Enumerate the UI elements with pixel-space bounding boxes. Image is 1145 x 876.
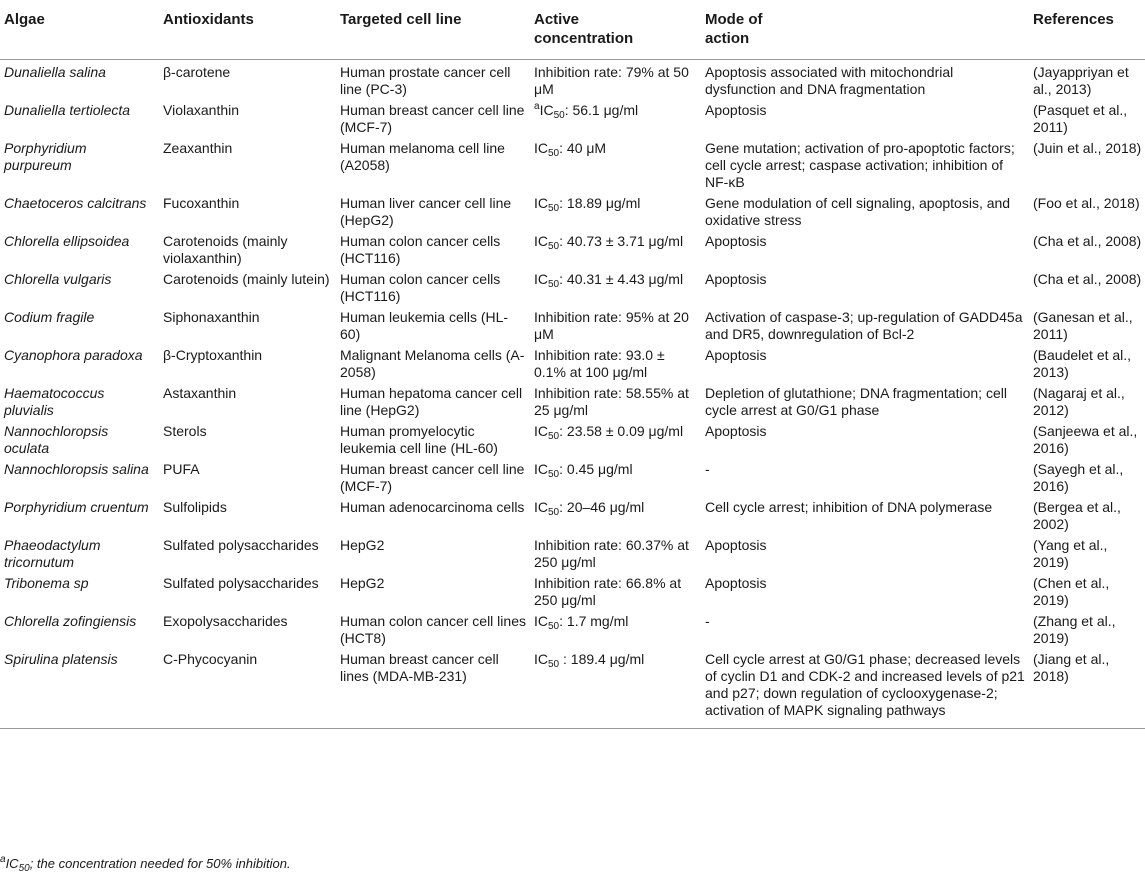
cell-targeted-cell-line: HepG2 [340, 537, 385, 553]
header-targeted-cell-line: Targeted cell line [336, 0, 530, 60]
cell-reference: (Chen et al., 2019) [1033, 575, 1110, 608]
cell-algae: Chlorella ellipsoidea [4, 233, 130, 249]
cell-antioxidant: Exopolysaccharides [163, 613, 288, 629]
cell-active-concentration [530, 419, 701, 457]
cell-mode-of-action: Cell cycle arrest at G0/G1 phase; decreased levels of cyclin D1 and CDK-2 and increased levels of p21 and p27; down regulation of cyclooxygenase-2; activation of MAPK signaling pathways [701, 647, 1029, 729]
cell-active-concentration [530, 98, 701, 136]
cell-targeted-cell-line: Human colon cancer cells (HCT116) [340, 271, 501, 304]
cell-mode-of-action: Gene mutation; activation of pro-apoptotic factors; cell cycle arrest; caspase activation; inhibition of NF-κB [705, 140, 1015, 190]
cell-antioxidant: Sulfated polysaccharides [163, 537, 319, 553]
cell-algae: Porphyridium cruentum [4, 499, 149, 515]
footnote-ic: IC [5, 856, 19, 871]
cell-targeted-cell-line: Human prostate cancer cell line (PC-3) [340, 64, 511, 97]
cell-algae: Chlorella zofingiensis [4, 613, 137, 629]
cell-antioxidant: Sterols [163, 423, 207, 439]
cell-targeted-cell-line: Human colon cancer cells (HCT116) [340, 233, 501, 266]
cell-mode-of-action: Activation of caspase-3; up-regulation of GADD45a and DR5, downregulation of Bcl-2 [705, 309, 1023, 342]
cell-reference: (Cha et al., 2008) [1033, 233, 1142, 249]
concentration-prefix: IC [534, 613, 548, 629]
cell-antioxidant: Astaxanthin [163, 385, 237, 401]
cell-antioxidant: PUFA [163, 461, 200, 477]
cell-targeted-cell-line: HepG2 [340, 575, 385, 591]
cell-mode-of-action: Apoptosis [705, 537, 767, 553]
cell-antioxidant: Siphonaxanthin [163, 309, 260, 325]
cell-active-concentration [530, 457, 701, 495]
cell-mode-of-action: Apoptosis [705, 271, 767, 287]
cell-targeted-cell-line: Human breast cancer cell line (MCF-7) [340, 102, 525, 135]
cell-targeted-cell-line: Human liver cancer cell line (HepG2) [340, 195, 512, 228]
cell-reference: (Ganesan et al., 2011) [1033, 309, 1133, 342]
concentration-value: Inhibition rate: 66.8% at 250 μg/ml [534, 575, 682, 608]
cell-reference: (Bergea et al., 2002) [1033, 499, 1121, 532]
cell-active-concentration [530, 571, 701, 609]
cell-algae: Dunaliella tertiolecta [4, 102, 131, 118]
cell-active-concentration [530, 191, 701, 229]
cell-antioxidant: Zeaxanthin [163, 140, 233, 156]
cell-algae: Nannochloropsis oculata [4, 423, 109, 456]
table-row [0, 60, 1145, 99]
cell-antioxidant: Fucoxanthin [163, 195, 240, 211]
cell-active-concentration [530, 495, 701, 533]
cell-algae: Nannochloropsis salina [4, 461, 149, 477]
cell-algae: Phaeodactylum tricornutum [4, 537, 101, 570]
concentration-value: : 40.73 ± 3.71 μg/ml [559, 233, 684, 249]
table-row [0, 571, 1145, 609]
cell-reference: (Sayegh et al., 2016) [1033, 461, 1124, 494]
table-row [0, 305, 1145, 343]
cell-antioxidant: β-Cryptoxanthin [163, 347, 263, 363]
cell-targeted-cell-line: Human colon cancer cell lines (HCT8) [340, 613, 526, 646]
cell-active-concentration [530, 267, 701, 305]
concentration-prefix: IC [534, 233, 548, 249]
header-algae: Algae [0, 0, 159, 60]
cell-antioxidant: Carotenoids (mainly lutein) [163, 271, 330, 287]
cell-antioxidant: Violaxanthin [163, 102, 240, 118]
cell-mode-of-action: Apoptosis [705, 423, 767, 439]
table-row [0, 229, 1145, 267]
concentration-prefix: IC [534, 195, 548, 211]
cell-algae: Chlorella vulgaris [4, 271, 112, 287]
cell-reference: (Juin et al., 2018) [1033, 140, 1142, 156]
cell-targeted-cell-line: Malignant Melanoma cells (A-2058) [340, 347, 525, 380]
cell-active-concentration [530, 609, 701, 647]
concentration-value: Inhibition rate: 58.55% at 25 μg/ml [534, 385, 689, 418]
footnote-marker: a [0, 854, 6, 865]
concentration-prefix: IC [534, 271, 548, 287]
concentration-value: : 1.7 mg/ml [559, 613, 629, 629]
cell-reference: (Foo et al., 2018) [1033, 195, 1140, 211]
cell-active-concentration [530, 60, 701, 99]
concentration-value: Inhibition rate: 60.37% at 250 μg/ml [534, 537, 689, 570]
concentration-subscript: 50 [548, 279, 560, 290]
cell-mode-of-action: Apoptosis associated with mitochondrial dysfunction and DNA fragmentation [705, 64, 954, 97]
cell-targeted-cell-line: Human breast cancer cell line (MCF-7) [340, 461, 525, 494]
cell-antioxidant: Sulfated polysaccharides [163, 575, 319, 591]
concentration-subscript: 50 [548, 659, 560, 670]
cell-algae: Codium fragile [4, 309, 95, 325]
cell-algae: Dunaliella salina [4, 64, 106, 80]
concentration-subscript: 50 [548, 621, 560, 632]
cell-reference: (Cha et al., 2008) [1033, 271, 1142, 287]
footnote-text: ; the concentration needed for 50% inhibition. [29, 856, 291, 871]
cell-algae: Tribonema sp [4, 575, 89, 591]
cell-reference: (Jayappriyan et al., 2013) [1033, 64, 1129, 97]
cell-antioxidant: Carotenoids (mainly violaxanthin) [163, 233, 288, 266]
table-row [0, 343, 1145, 381]
concentration-subscript: 50 [548, 241, 560, 252]
concentration-subscript: 50 [548, 203, 560, 214]
concentration-prefix: IC [534, 499, 548, 515]
concentration-footnote-marker: a [534, 101, 540, 112]
cell-reference: (Yang et al., 2019) [1033, 537, 1108, 570]
concentration-prefix: IC [534, 461, 548, 477]
cell-mode-of-action: - [705, 461, 710, 477]
table-row [0, 136, 1145, 191]
cell-antioxidant: Sulfolipids [163, 499, 227, 515]
concentration-subscript: 50 [548, 469, 560, 480]
cell-targeted-cell-line: Human melanoma cell line (A2058) [340, 140, 505, 173]
table-row [0, 419, 1145, 457]
cell-active-concentration [530, 136, 701, 191]
concentration-subscript: 50 [548, 431, 560, 442]
cell-antioxidant: β-carotene [163, 64, 231, 80]
cell-mode-of-action: Apoptosis [705, 102, 767, 118]
cell-active-concentration [530, 229, 701, 267]
concentration-subscript: 50 [548, 507, 560, 518]
concentration-value: : 23.58 ± 0.09 μg/ml [559, 423, 684, 439]
cell-algae: Porphyridium purpureum [4, 140, 87, 173]
cell-antioxidant: C-Phycocyanin [159, 647, 336, 729]
cell-mode-of-action: Apoptosis [705, 575, 767, 591]
cell-mode-of-action: Apoptosis [705, 233, 767, 249]
concentration-value: Inhibition rate: 79% at 50 μM [534, 64, 689, 97]
concentration-value: : 0.45 μg/ml [559, 461, 633, 477]
cell-targeted-cell-line: Human leukemia cells (HL-60) [340, 309, 509, 342]
table-row [0, 381, 1145, 419]
header-mode-of-action: Mode of action [701, 0, 1029, 60]
table-body [0, 60, 1145, 729]
table-row [0, 533, 1145, 571]
footnote-subscript: 50 [18, 863, 30, 874]
table-row [0, 647, 1145, 729]
cell-targeted-cell-line: Human hepatoma cancer cell line (HepG2) [340, 385, 523, 418]
table-row [0, 495, 1145, 533]
cell-reference: (Zhang et al., 2019) [1033, 613, 1116, 646]
cell-active-concentration [530, 343, 701, 381]
cell-algae: Haematococcus pluvialis [4, 385, 105, 418]
concentration-value: : 18.89 μg/ml [559, 195, 641, 211]
table-row [0, 191, 1145, 229]
table-row [0, 609, 1145, 647]
concentration-prefix: IC [539, 102, 554, 118]
concentration-value: : 20–46 μg/ml [559, 499, 645, 515]
concentration-value: : 56.1 μg/ml [564, 102, 639, 118]
cell-reference: (Sanjeewa et al., 2016) [1033, 423, 1138, 456]
table-header-row [0, 0, 1145, 60]
cell-mode-of-action: - [705, 613, 710, 629]
concentration-subscript: 50 [553, 110, 565, 121]
header-references: References [1029, 0, 1145, 60]
cell-targeted-cell-line: Human breast cancer cell lines (MDA-MB-231) [336, 647, 530, 729]
cell-algae: Cyanophora paradoxa [4, 347, 143, 363]
concentration-value: Inhibition rate: 93.0 ± 0.1% at 100 μg/ml [534, 347, 665, 380]
table-row [0, 457, 1145, 495]
cell-active-concentration [530, 533, 701, 571]
concentration-prefix: IC [534, 423, 548, 439]
cell-algae: Chaetoceros calcitrans [4, 195, 147, 211]
concentration-prefix: IC [534, 651, 548, 667]
cell-reference: (Nagaraj et al., 2012) [1033, 385, 1125, 418]
cell-reference: (Baudelet et al., 2013) [1033, 347, 1132, 380]
concentration-prefix: IC [534, 140, 548, 156]
header-antioxidants: Antioxidants [159, 0, 336, 60]
cell-active-concentration [530, 381, 701, 419]
cell-active-concentration [530, 305, 701, 343]
cell-mode-of-action: Gene modulation of cell signaling, apoptosis, and oxidative stress [705, 195, 1011, 228]
concentration-value: : 40.31 ± 4.43 μg/ml [559, 271, 684, 287]
cell-algae: Spirulina platensis [0, 647, 159, 729]
cell-targeted-cell-line: Human adenocarcinoma cells [340, 499, 525, 515]
cell-reference: (Jiang et al., 2018) [1029, 647, 1145, 729]
cell-mode-of-action: Apoptosis [705, 347, 767, 363]
concentration-value: : 40 μM [559, 140, 607, 156]
cell-reference: (Pasquet et al., 2011) [1033, 102, 1128, 135]
table-row [0, 267, 1145, 305]
concentration-value: : 189.4 μg/ml [559, 651, 645, 667]
concentration-value: Inhibition rate: 95% at 20 μM [534, 309, 689, 342]
cell-mode-of-action: Cell cycle arrest; inhibition of DNA polymerase [705, 499, 993, 515]
cell-mode-of-action: Depletion of glutathione; DNA fragmentation; cell cycle arrest at G0/G1 phase [705, 385, 1007, 418]
header-active-concentration: Active concentration [530, 0, 701, 60]
concentration-subscript: 50 [548, 148, 560, 159]
cell-targeted-cell-line: Human promyelocytic leukemia cell line (HL-60) [340, 423, 498, 456]
table-row [0, 98, 1145, 136]
cell-active-concentration [530, 647, 701, 729]
table-footnote [0, 856, 291, 872]
